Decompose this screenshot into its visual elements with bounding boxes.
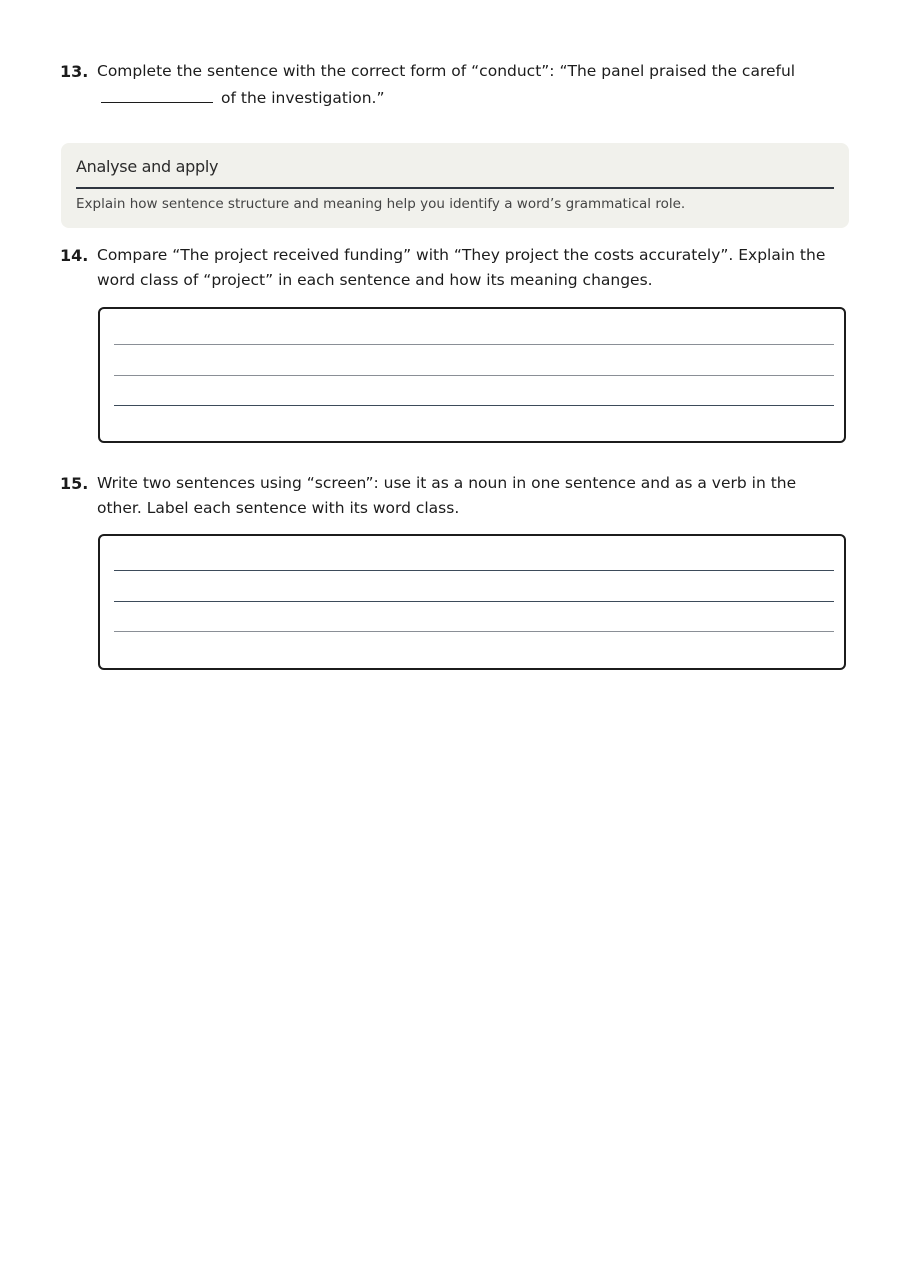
section-header-box — [61, 143, 849, 228]
writing-line — [114, 375, 834, 376]
section-title: Analyse and apply — [76, 157, 219, 176]
question-14 — [60, 243, 850, 293]
question-text — [97, 59, 837, 111]
writing-line — [114, 570, 834, 571]
question-number: 15. — [60, 474, 89, 493]
writing-line — [114, 405, 834, 406]
question-text-after: of the investigation.” — [221, 89, 385, 107]
answer-box-14[interactable] — [98, 307, 846, 443]
question-text: Compare “The project received funding” with “They project the costs accurately”. Explain the word class of “project” in each sentence and how its meaning changes. — [97, 246, 826, 289]
question-number: 14. — [60, 246, 89, 265]
section-divider — [76, 187, 834, 189]
question-15 — [60, 471, 850, 521]
question-13 — [60, 59, 850, 111]
answer-box-15[interactable] — [98, 534, 846, 670]
section-description: Explain how sentence structure and meaning help you identify a word’s grammatical role. — [76, 196, 686, 212]
question-text: Write two sentences using “screen”: use it as a noun in one sentence and as a verb in the other. Label each sentence with its word class. — [97, 474, 797, 517]
writing-line — [114, 631, 834, 632]
writing-line — [114, 344, 834, 345]
question-text-before: Complete the sentence with the correct form of “conduct”: “The panel praised the careful — [97, 62, 796, 80]
writing-line — [114, 601, 834, 602]
fill-in-blank[interactable] — [101, 84, 213, 103]
question-number: 13. — [60, 62, 89, 81]
